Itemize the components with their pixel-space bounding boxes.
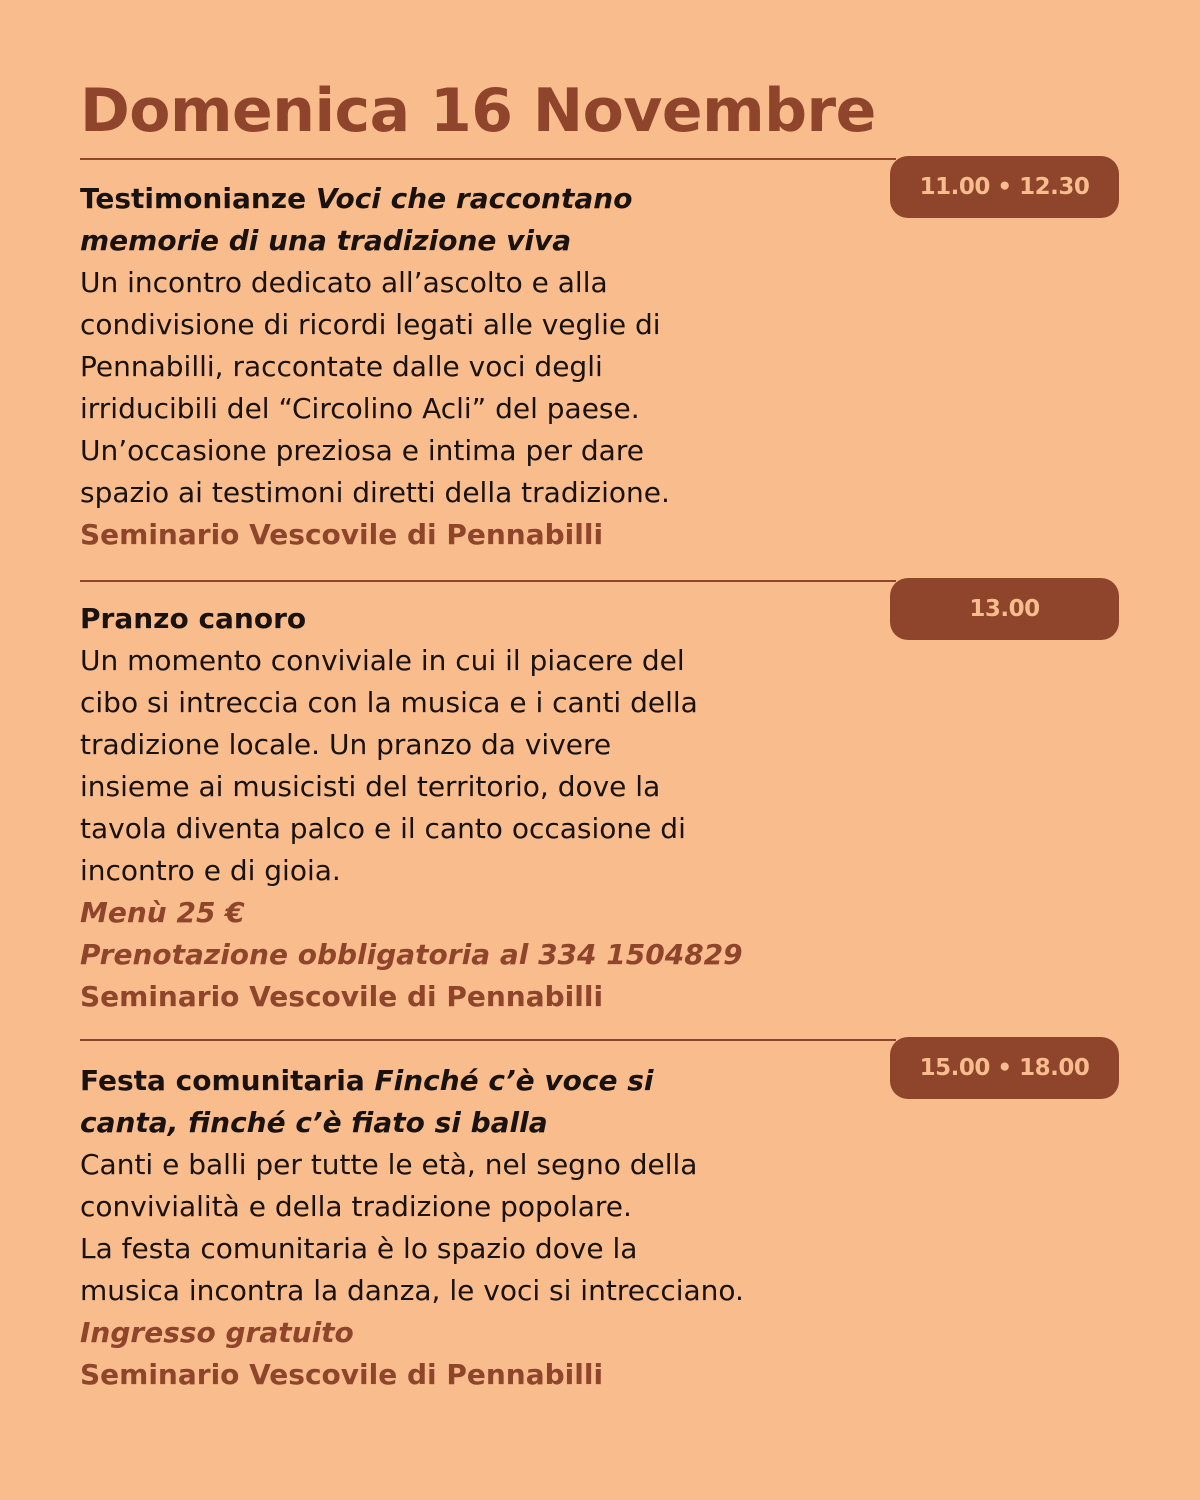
description-line: insieme ai musicisti del territorio, dove la: [80, 770, 661, 803]
event-body: [80, 178, 840, 556]
time-badge: 13.00: [890, 578, 1119, 640]
event-booking-note: Prenotazione obbligatoria al 334 1504829: [80, 938, 743, 971]
description-line: Un momento conviviale in cui il piacere del: [80, 644, 685, 677]
description-line: musica incontra la danza, le voci si intrecciano.: [80, 1274, 744, 1307]
event-title-lead: Festa comunitaria: [80, 1064, 365, 1097]
event-divider: [80, 580, 896, 582]
description-line: La festa comunitaria è lo spazio dove la: [80, 1232, 638, 1265]
event-title-italic: Finché c’è voce si: [374, 1064, 654, 1097]
description-line: irriducibili del “Circolino Acli” del paese.: [80, 392, 640, 425]
event-body: [80, 1060, 840, 1396]
event-title: [80, 178, 840, 262]
event-venue: Seminario Vescovile di Pennabilli: [80, 980, 604, 1013]
event-description: [80, 1144, 840, 1312]
event-divider: [80, 158, 896, 160]
event-venue: Seminario Vescovile di Pennabilli: [80, 518, 604, 551]
time-badge: 15.00 • 18.00: [890, 1037, 1119, 1099]
event-title-lead: Pranzo canoro: [80, 602, 307, 635]
description-line: Un incontro dedicato all’ascolto e alla: [80, 266, 608, 299]
event-divider: [80, 1039, 896, 1041]
event-title-italic: memorie di una tradizione viva: [80, 224, 572, 257]
event-title: [80, 598, 840, 640]
description-line: Pennabilli, raccontate dalle voci degli: [80, 350, 603, 383]
event-description: [80, 262, 840, 514]
event-body: [80, 598, 840, 1018]
time-badge: 11.00 • 12.30: [890, 156, 1119, 218]
event-venue: Seminario Vescovile di Pennabilli: [80, 1358, 604, 1391]
event-title-lead: Testimonianze: [80, 182, 307, 215]
event-price-note: Menù 25 €: [80, 896, 245, 929]
description-line: incontro e di gioia.: [80, 854, 341, 887]
description-line: condivisione di ricordi legati alle veglie di: [80, 308, 661, 341]
description-line: Canti e balli per tutte le età, nel segno della: [80, 1148, 698, 1181]
event-title-italic: canta, finché c’è fiato si balla: [80, 1106, 548, 1139]
description-line: cibo si intreccia con la musica e i canti della: [80, 686, 698, 719]
description-line: convivialità e della tradizione popolare.: [80, 1190, 632, 1223]
event-entry-note: Ingresso gratuito: [80, 1316, 354, 1349]
page-title: Domenica 16 Novembre: [80, 76, 876, 146]
event-description: [80, 640, 840, 892]
description-line: tavola diventa palco e il canto occasione di: [80, 812, 686, 845]
description-line: tradizione locale. Un pranzo da vivere: [80, 728, 612, 761]
event-title: [80, 1060, 840, 1144]
event-title-italic: Voci che raccontano: [315, 182, 633, 215]
description-line: spazio ai testimoni diretti della tradizione.: [80, 476, 670, 509]
description-line: Un’occasione preziosa e intima per dare: [80, 434, 644, 467]
